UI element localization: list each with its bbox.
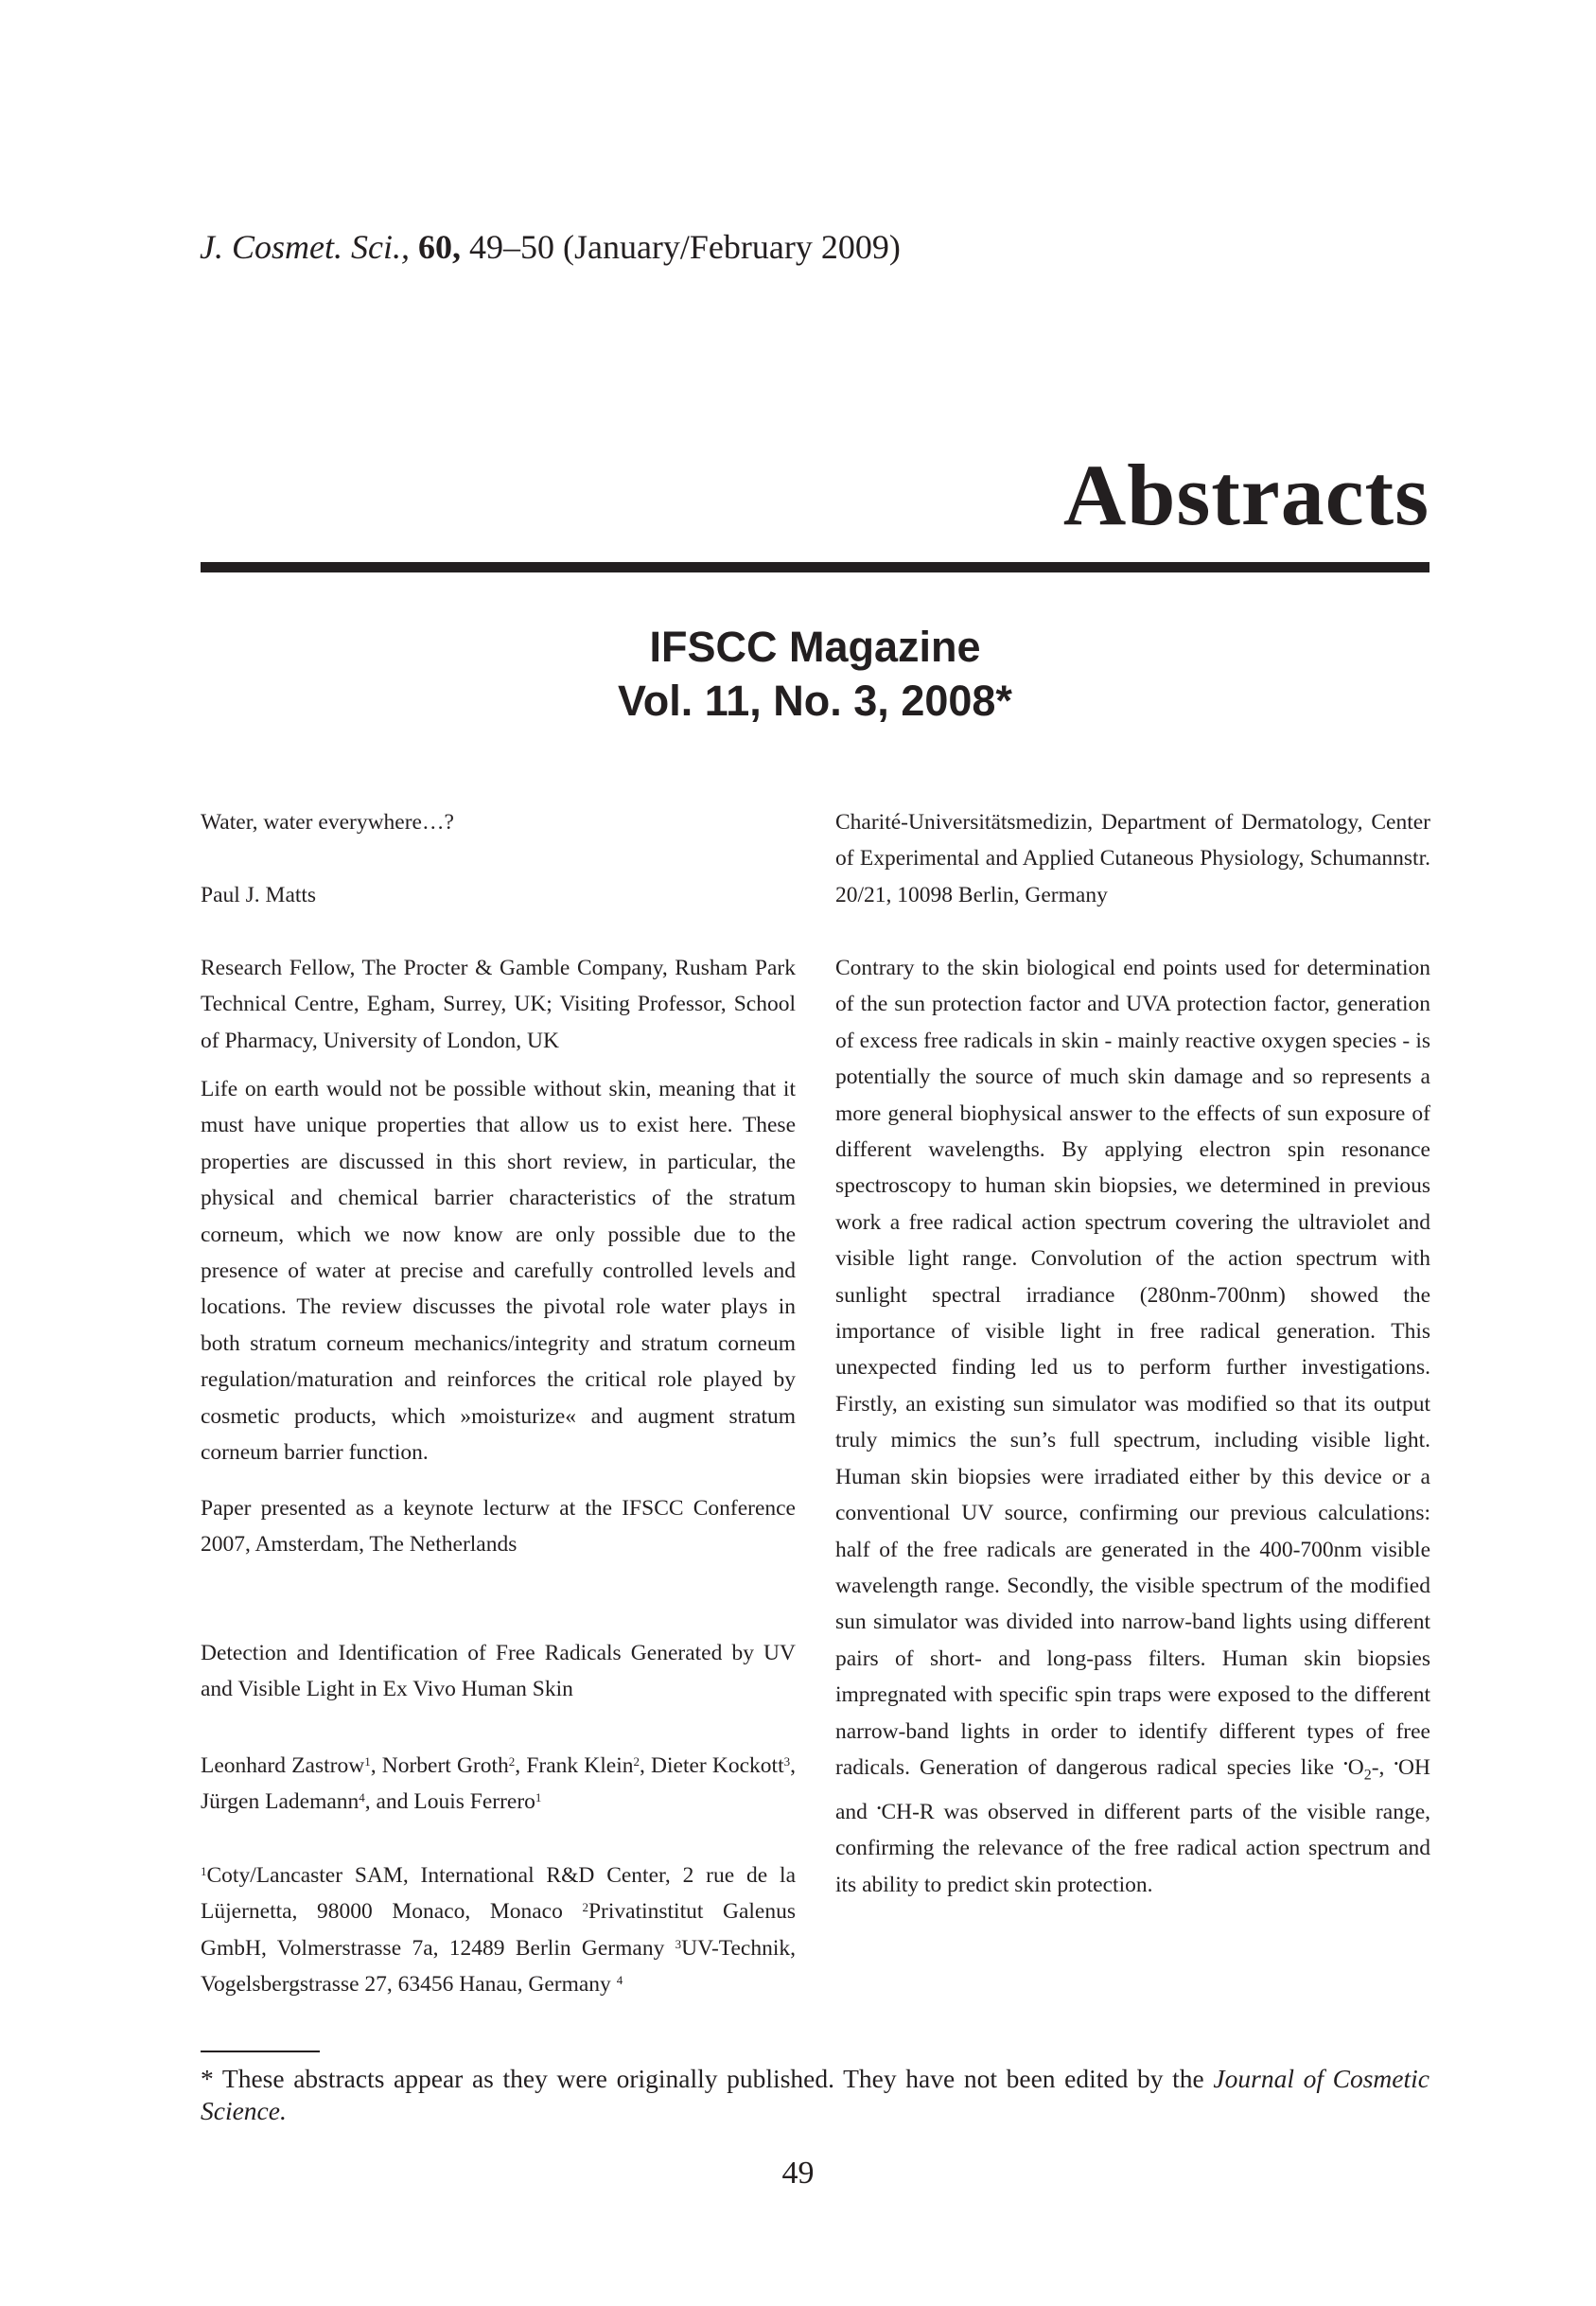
- abstract2-body: [835, 950, 1430, 1903]
- abstract2-affiliation-cont: Charité-Universitätsmedizin, Department of Dermatology, Center of Experimental and Applied Cutaneous Physiology, Schumannstr. 20/21, 10098 Berlin, Germany: [835, 810, 1430, 907]
- radical-text: -,: [1371, 1754, 1394, 1780]
- magazine-name: IFSCC Magazine: [649, 623, 981, 671]
- abstract2-authors: [201, 1748, 796, 1821]
- footnote-rule: [201, 2051, 320, 2052]
- author-name: Louis Ferrero: [413, 1789, 535, 1815]
- journal-abbrev: J. Cosmet. Sci.,: [200, 228, 410, 266]
- author-sup: 3: [783, 1754, 791, 1769]
- affil-sup: 3: [675, 1936, 682, 1951]
- author-name: Jürgen Lademann: [201, 1789, 360, 1815]
- radical-dot: •: [1343, 1755, 1348, 1770]
- author-name: Leonhard Zastrow: [201, 1753, 365, 1778]
- author-sup: 1: [364, 1754, 371, 1769]
- magazine-heading: [201, 620, 1429, 728]
- author-sep: ,: [515, 1753, 527, 1778]
- title-rule: [201, 562, 1429, 572]
- author-name: Frank Klein: [526, 1753, 634, 1778]
- body-text: CH-R was observed in different parts of the visible range, confirming the relevance of the free radical action spectrum and its ability to predict skin protection.: [835, 1800, 1430, 1897]
- footnote-text: * These abstracts appear as they were originally published. They have not been edited by the: [201, 2064, 1214, 2093]
- author-sup: 1: [535, 1790, 542, 1805]
- author-sep: , and: [364, 1789, 414, 1815]
- abstract1-body: Life on earth would not be possible without skin, meaning that it must have unique properties that allow us to exist here. These properties are discussed in this short review, in particular, the physical and chemical barrier characteristics of the stratum corneum, which we now know are only possible due to the presence of water at precise and carefully controlled levels and locations. The review discusses the pivotal role water plays in both stratum corneum mechanics/integrity and stratum corneum regulation/maturation and reinforces the critical role played by cosmetic products, which »moisturize« and augment stratum corneum barrier function.: [201, 1077, 796, 1466]
- author-sep: ,: [640, 1753, 652, 1778]
- author-sup: 2: [633, 1754, 640, 1769]
- author-sep: ,: [790, 1753, 796, 1778]
- pages-date: 49–50 (January/February 2009): [468, 228, 901, 266]
- radical-text: OH and: [835, 1754, 1430, 1825]
- author-name: Dieter Kockott: [651, 1753, 784, 1778]
- abstract2-affiliations: [201, 1857, 796, 2003]
- affil-text: UV-Technik, Vogelsbergstrasse 27, 63456 Hanau, Germany: [201, 1935, 796, 1998]
- author-sup: 2: [508, 1754, 516, 1769]
- affil-text: Coty/Lancaster SAM, International R&D Center, 2 rue de la Lüjernetta, 98000 Monaco, Monaco: [201, 1863, 796, 1925]
- abstract1-note: Paper presented as a keynote lecturw at the IFSCC Conference 2007, Amsterdam, The Netherlands: [201, 1496, 796, 1558]
- author-sup: 4: [359, 1790, 365, 1805]
- affil-sup: 2: [582, 1900, 588, 1915]
- page-number: 49: [781, 2156, 815, 2191]
- abstract2-title: Detection and Identification of Free Radicals Generated by UV and Visible Light in Ex Vivo Human Skin: [201, 1641, 796, 1702]
- author-name: Norbert Groth: [381, 1753, 509, 1778]
- body-text: Contrary to the skin biological end points used for determination of the sun protection factor and UVA protection factor, generation of excess free radicals in skin - mainly reactive oxygen species - is potentially the source of much skin damage and so represents a more general biophysical answer to the effects of sun exposure of different wavelengths. By applying electron spin resonance spectroscopy to human skin biopsies, we determined in previous work a free radical action spectrum covering the ultraviolet and visible light range. Convolution of the action spectrum with sunlight spectral irradiance (280nm-700nm) showed the importance of visible light in free radical generation. This unexpected finding led us to perform further investigations. Firstly, an existing sun simulator was modified so that its output truly mimics the sun’s full spectrum, including visible light. Human skin biopsies were irradiated either by this device or a conventional UV source, confirming our previous calculations: half of the free radicals are generated in the 400-700nm visible wavelength range. Secondly, the visible spectrum of the modified sun simulator was divided into narrow-band lights using different pairs of short- and long-pass filters. Human skin biopsies impregnated with specific spin traps were exposed to the different narrow-band lights in order to identify different types of free radicals. Generation of dangerous radical species like: [835, 956, 1430, 1780]
- radical-text: O: [1347, 1754, 1364, 1780]
- abstract1-title: Water, water everywhere…?: [201, 810, 454, 835]
- abstract1-author: Paul J. Matts: [201, 883, 317, 907]
- affil-sup: 1: [201, 1864, 207, 1878]
- journal-citation: [200, 227, 901, 267]
- radical-sub: 2: [1363, 1767, 1372, 1784]
- affil-sup: 4: [616, 1973, 623, 1988]
- section-title: Abstracts: [1062, 447, 1429, 543]
- volume: 60,: [417, 228, 461, 266]
- radical-dot: •: [1394, 1755, 1399, 1770]
- author-sep: ,: [370, 1753, 382, 1778]
- radical-dot: •: [876, 1801, 882, 1816]
- abstract1-affiliation: Research Fellow, The Procter & Gamble Company, Rusham Park Technical Centre, Egham, Surrey, UK; Visiting Professor, School of Pharmacy, University of London, UK: [201, 956, 796, 1053]
- footnote: [201, 2063, 1429, 2127]
- footnote-journal: Journal of Cosmetic Science.: [201, 2064, 1429, 2125]
- magazine-issue: Vol. 11, No. 3, 2008*: [618, 677, 1012, 725]
- affil-text: Privatinstitut Galenus GmbH, Volmerstrasse 7a, 12489 Berlin Germany: [201, 1899, 796, 1961]
